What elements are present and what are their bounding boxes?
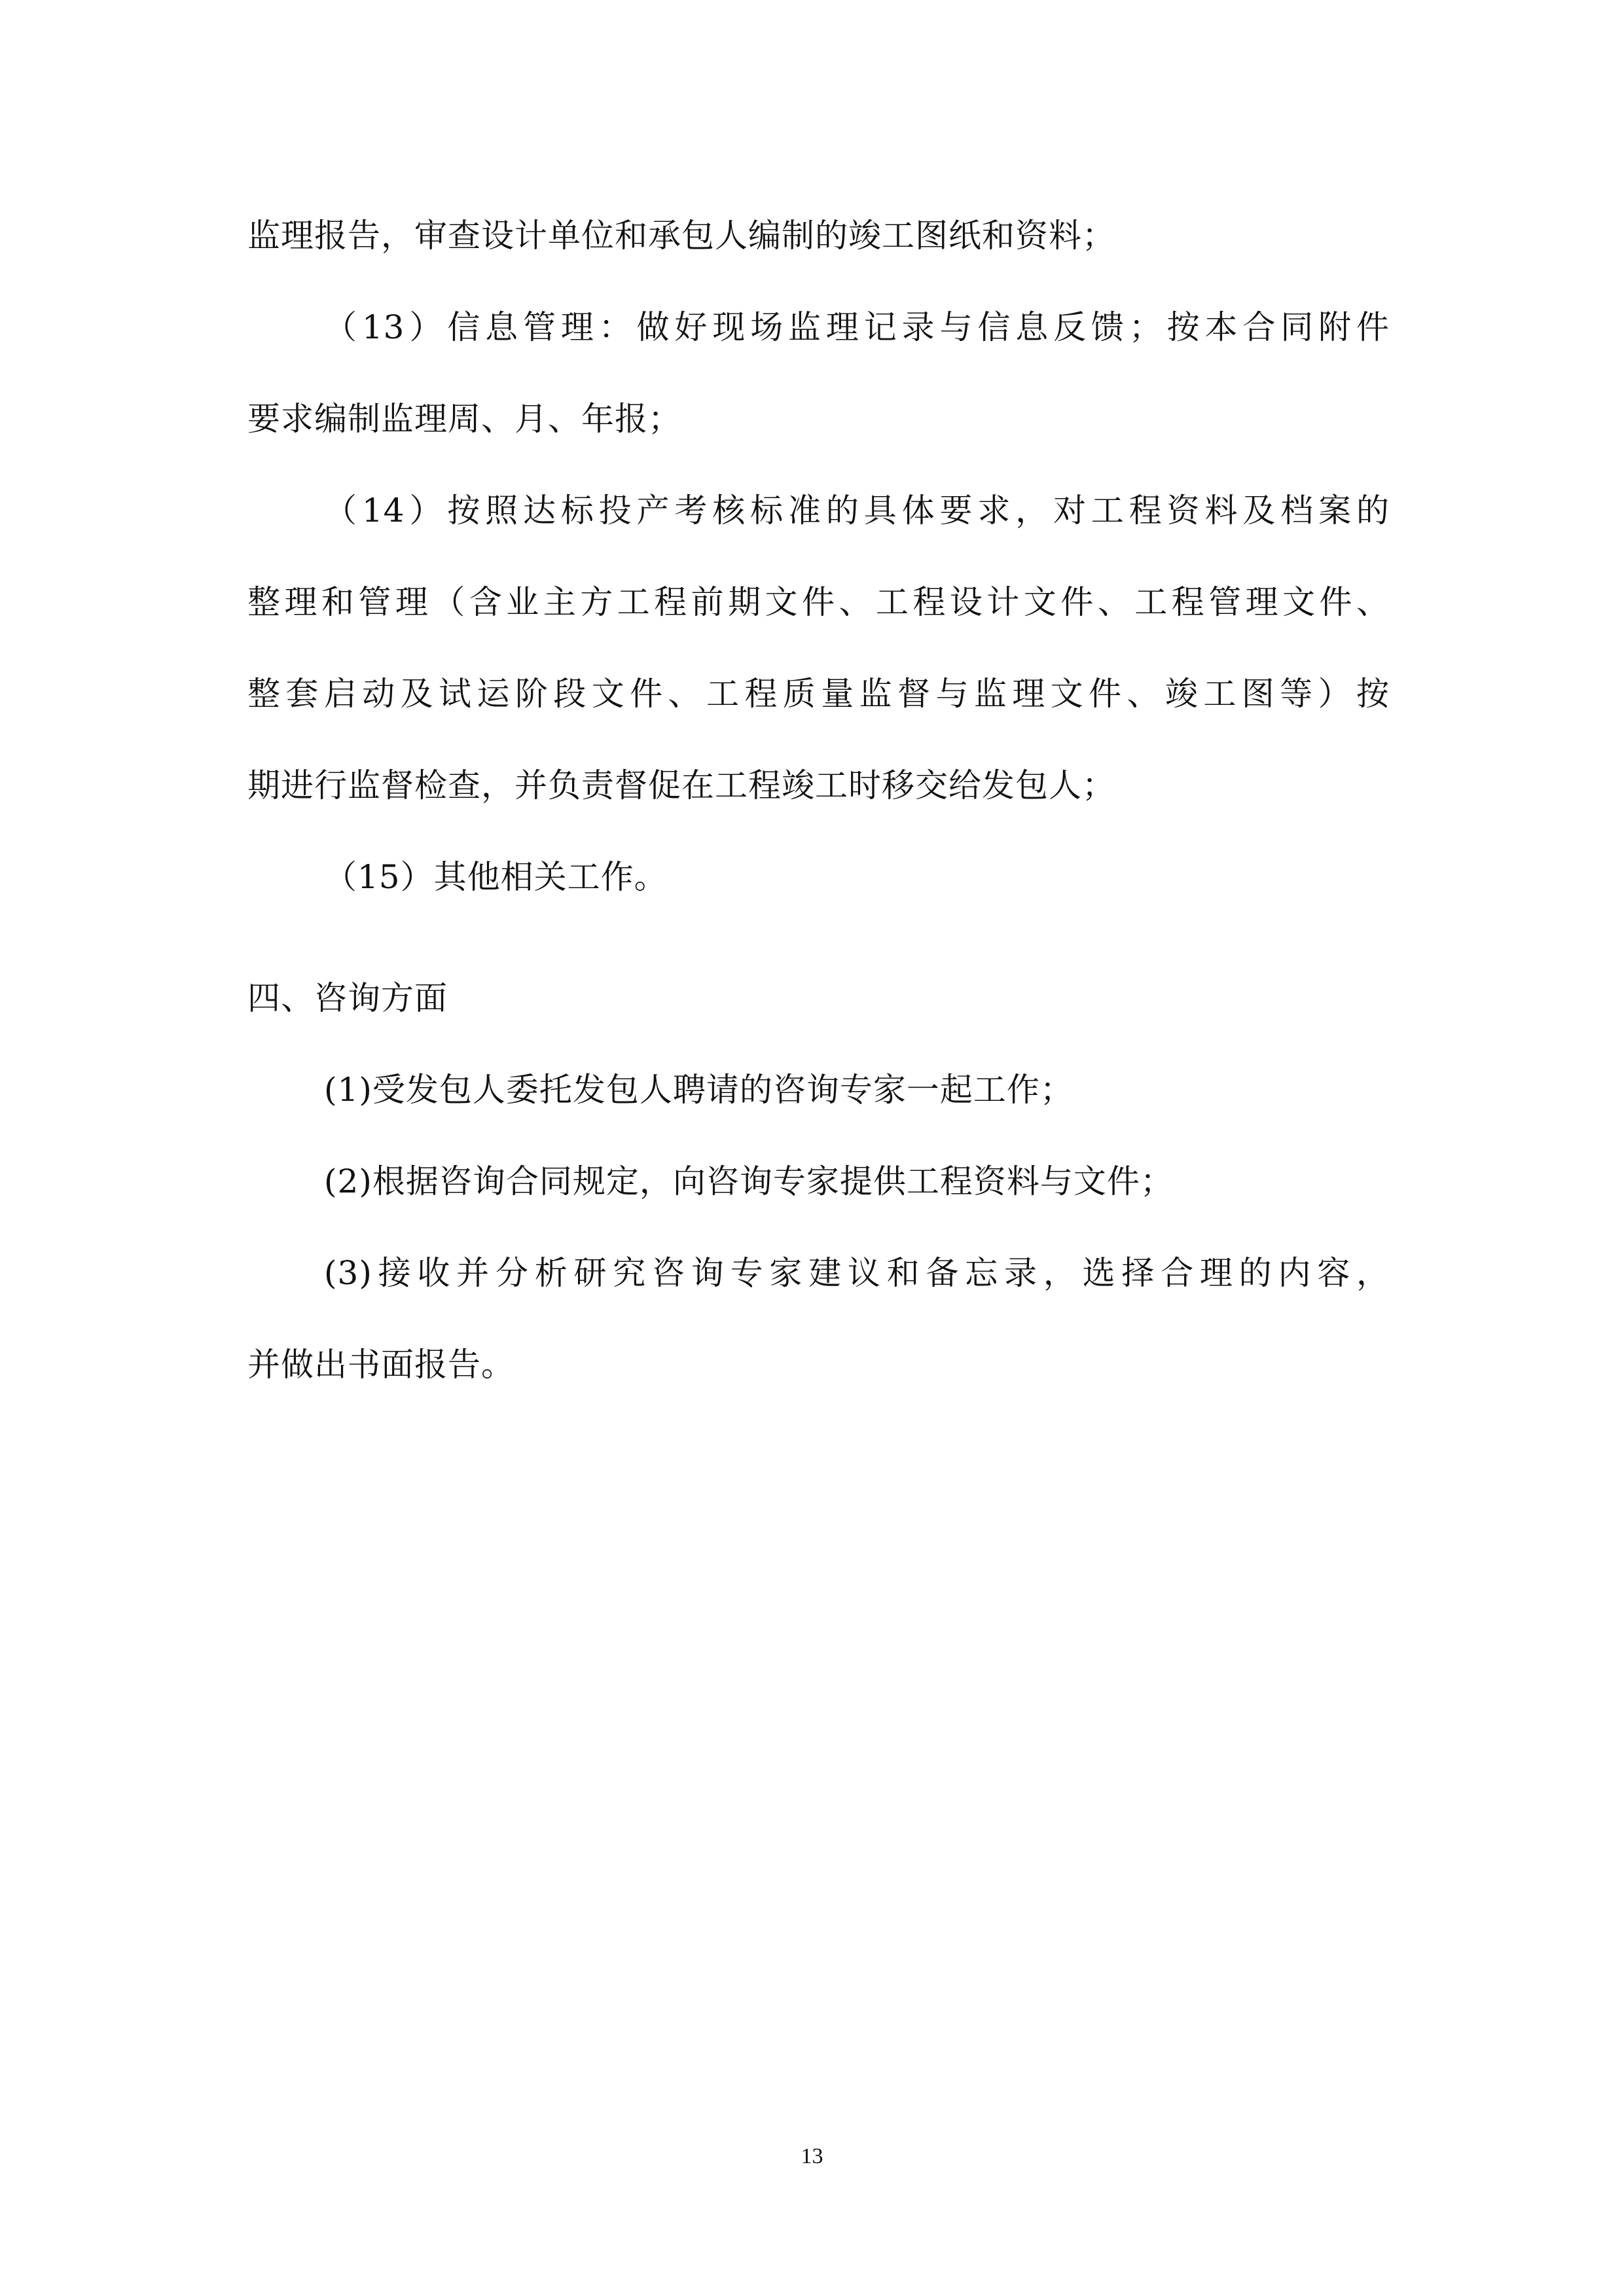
list-item-14-line-3: 整套启动及试运阶段文件、工程质量监督与监理文件、竣工图等）按 [247,675,1390,713]
consulting-item-2: (2)根据咨询合同规定，向咨询专家提供工程资料与文件； [324,1162,1174,1200]
consulting-item-3-line-1: (3)接收并分析研究咨询专家建议和备忘录，选择合理的内容， [324,1254,1390,1292]
list-item-14-line-2: 整理和管理（含业主方工程前期文件、工程设计文件、工程管理文件、 [247,583,1390,621]
list-item-13-line-2: 要求编制监理周、月、年报； [247,400,681,438]
consulting-item-1: (1)受发包人委托发包人聘请的咨询专家一起工作； [324,1071,1074,1109]
page-number: 13 [801,2144,823,2168]
section-heading: 四、咨询方面 [247,979,448,1017]
list-item-15: （15）其他相关工作。 [324,858,668,896]
list-item-14-line-4: 期进行监督检查，并负责督促在工程竣工时移交给发包人； [247,766,1115,804]
list-item-14-line-1: （14）按照达标投产考核标准的具体要求，对工程资料及档案的 [324,492,1390,529]
consulting-item-3-line-2: 并做出书面报告。 [247,1346,514,1384]
paragraph-line: 监理报告，审查设计单位和承包人编制的竣工图纸和资料； [247,217,1115,255]
list-item-13-line-1: （13）信息管理：做好现场监理记录与信息反馈；按本合同附件 [324,308,1390,346]
